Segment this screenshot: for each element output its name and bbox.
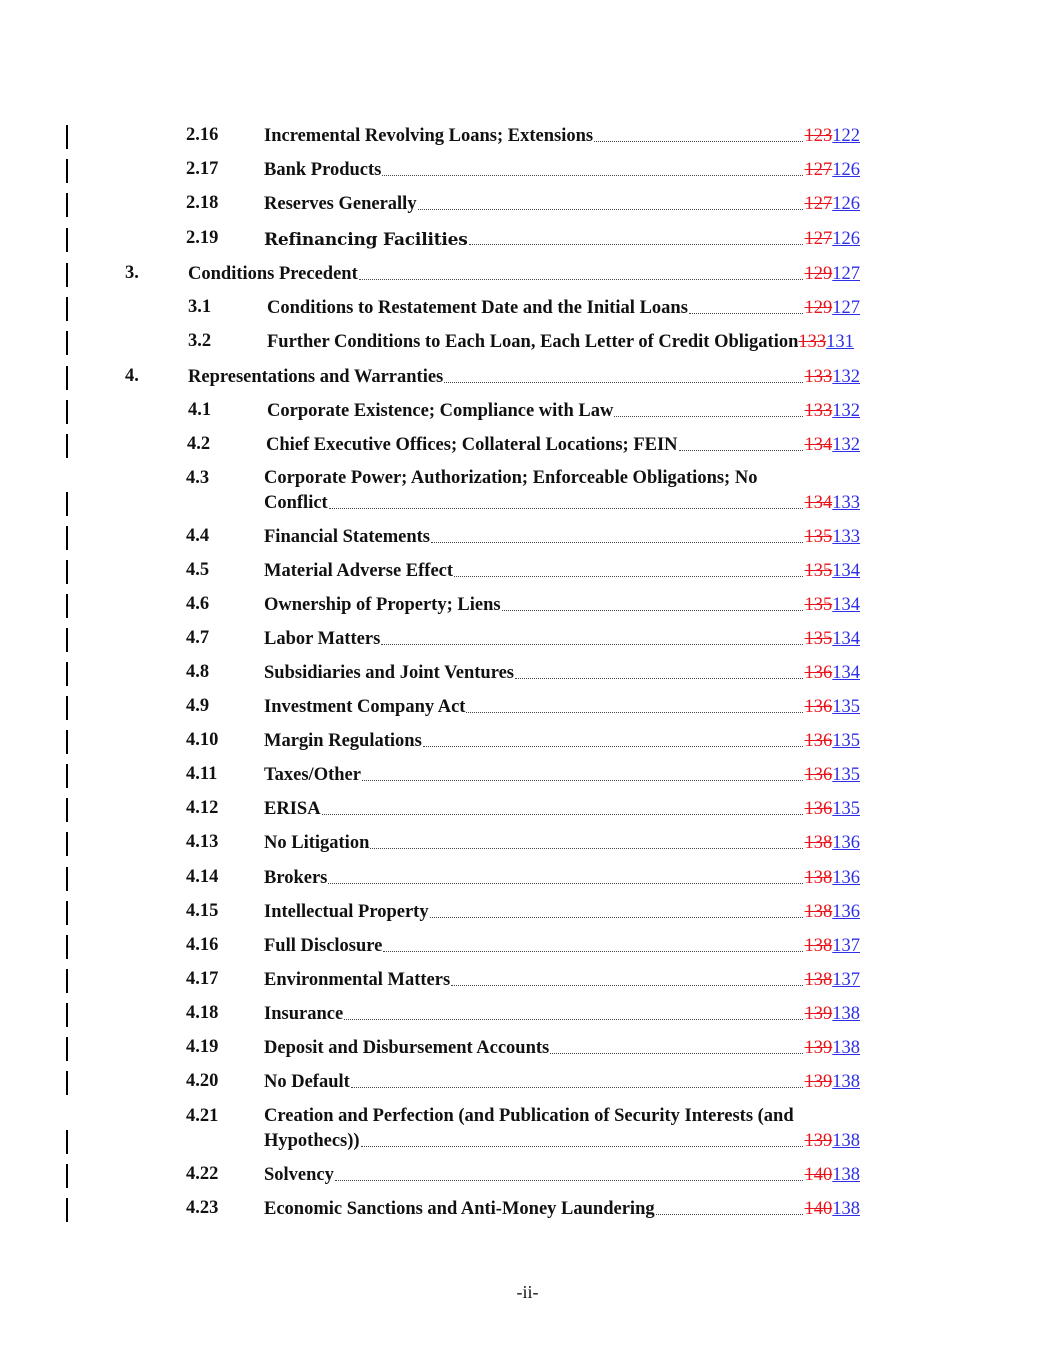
section-title-first-line: Corporate Power; Authorization; Enforceable Obligations; No: [264, 468, 758, 488]
section-number: 4.9: [186, 696, 210, 716]
title-line: [264, 1037, 860, 1059]
inserted-page-number[interactable]: 138: [832, 1004, 860, 1024]
section-title: Subsidiaries and Joint Ventures: [264, 663, 515, 683]
page-reference[interactable]: [805, 1131, 861, 1152]
deleted-page-number: 134: [804, 435, 833, 455]
toc-entry[interactable]: [0, 764, 1055, 788]
page-reference[interactable]: [805, 401, 861, 422]
deleted-page-number: 135: [804, 629, 833, 649]
change-bar: [66, 526, 68, 550]
inserted-page-number[interactable]: 137: [832, 936, 860, 956]
page-reference[interactable]: [805, 435, 861, 456]
page-reference[interactable]: [805, 229, 861, 250]
section-title: Corporate Existence; Compliance with Law: [267, 401, 614, 421]
deleted-page-number: 136: [804, 799, 833, 819]
section-title: Ownership of Property; Liens: [264, 595, 501, 615]
change-bar: [66, 935, 68, 959]
section-title: Bank Products: [264, 160, 382, 180]
page-reference[interactable]: [805, 902, 861, 923]
change-bar: [66, 331, 68, 355]
section-number: 4.1: [188, 400, 212, 420]
section-number: 4.: [125, 366, 139, 386]
change-bar: [66, 1037, 68, 1061]
section-title: Intellectual Property: [264, 902, 429, 922]
page-reference[interactable]: [805, 1072, 861, 1093]
dot-leader: [431, 542, 803, 543]
toc-entry[interactable]: [0, 798, 1055, 822]
dot-leader: [362, 780, 803, 781]
section-title: Conflict: [264, 493, 328, 513]
title-line: [267, 400, 860, 422]
toc-entry[interactable]: [0, 263, 1055, 287]
title-line: [264, 159, 860, 181]
toc-entry[interactable]: [0, 1164, 1055, 1188]
section-title: Conditions to Restatement Date and the Initial Loans: [267, 298, 688, 318]
change-bar: [66, 297, 68, 321]
dot-leader: [550, 1053, 802, 1054]
inserted-page-number[interactable]: 133: [832, 493, 860, 513]
section-number: 4.2: [187, 434, 211, 454]
deleted-page-number: 139: [804, 1038, 833, 1058]
dot-leader: [444, 382, 802, 383]
change-bar: [66, 1071, 68, 1095]
section-title: Deposit and Disbursement Accounts: [264, 1038, 550, 1058]
section-title: Solvency: [264, 1165, 334, 1185]
section-number: 4.7: [186, 628, 210, 648]
title-line: [264, 867, 860, 889]
title-line: [264, 1198, 860, 1220]
section-number: 4.10: [186, 730, 219, 750]
dot-leader: [381, 644, 802, 645]
title-line: [264, 228, 860, 250]
toc-entry[interactable]: [0, 468, 1055, 516]
change-bar: [66, 125, 68, 149]
dot-leader: [679, 450, 803, 451]
change-bar: [66, 832, 68, 856]
inserted-page-number[interactable]: 135: [832, 799, 860, 819]
section-number: 4.23: [186, 1198, 219, 1218]
inserted-page-number[interactable]: 135: [832, 697, 860, 717]
toc-entry[interactable]: [0, 935, 1055, 959]
section-number: 4.19: [186, 1037, 219, 1057]
inserted-page-number[interactable]: 133: [832, 527, 860, 547]
toc-entry[interactable]: [0, 901, 1055, 925]
toc-entry[interactable]: [0, 1071, 1055, 1095]
page-reference[interactable]: [805, 1004, 861, 1025]
section-number: 4.3: [186, 468, 210, 488]
deleted-page-number: 134: [804, 493, 833, 513]
deleted-page-number: 136: [804, 731, 833, 751]
page-reference[interactable]: [805, 264, 861, 285]
page-reference[interactable]: [805, 367, 861, 388]
inserted-page-number[interactable]: 134: [832, 561, 860, 581]
change-bar: [66, 662, 68, 686]
inserted-page-number[interactable]: 136: [832, 833, 860, 853]
title-line: [264, 969, 860, 991]
inserted-page-number[interactable]: 135: [832, 731, 860, 751]
section-number: 4.6: [186, 594, 210, 614]
title-line: [188, 263, 860, 285]
section-title: Material Adverse Effect: [264, 561, 454, 581]
toc-entry[interactable]: [0, 526, 1055, 550]
section-number: 4.11: [186, 764, 218, 784]
title-line: [264, 193, 860, 215]
section-title-first-line: Creation and Perfection (and Publication of Security Interests (and: [264, 1106, 794, 1126]
dot-leader: [322, 814, 803, 815]
change-bar: [66, 1003, 68, 1027]
section-title: Conditions Precedent: [188, 264, 358, 284]
deleted-page-number: 135: [804, 527, 833, 547]
title-line: [267, 297, 860, 319]
change-bar: [66, 798, 68, 822]
dot-leader: [423, 746, 803, 747]
dot-leader: [359, 279, 803, 280]
change-bar: [66, 193, 68, 217]
toc-entry[interactable]: [0, 434, 1055, 458]
inserted-page-number[interactable]: 122: [832, 126, 860, 146]
section-title: Margin Regulations: [264, 731, 422, 751]
dot-leader: [515, 678, 802, 679]
section-number: 4.14: [186, 867, 219, 887]
deleted-page-number: 127: [804, 229, 833, 249]
deleted-page-number: 138: [804, 868, 833, 888]
section-number: 2.18: [186, 193, 219, 213]
change-bar: [66, 492, 68, 516]
title-line: [264, 1130, 860, 1152]
change-bar: [66, 560, 68, 584]
change-bar: [66, 628, 68, 652]
section-title: No Default: [264, 1072, 350, 1092]
title-line: [264, 1003, 860, 1025]
deleted-page-number: 136: [804, 765, 833, 785]
title-line: [264, 125, 860, 147]
toc-entry[interactable]: [0, 159, 1055, 183]
section-number: 4.12: [186, 798, 219, 818]
dot-leader: [430, 917, 803, 918]
change-bar: [66, 901, 68, 925]
deleted-page-number: 133: [804, 367, 833, 387]
dot-leader: [502, 610, 803, 611]
section-title: Taxes/Other: [264, 765, 361, 785]
inserted-page-number[interactable]: 138: [832, 1038, 860, 1058]
deleted-page-number: 135: [804, 595, 833, 615]
title-line: [264, 764, 860, 786]
title-line: [264, 1164, 860, 1186]
change-bar: [66, 1130, 68, 1154]
toc-entry[interactable]: [0, 560, 1055, 584]
change-bar: [66, 1164, 68, 1188]
title-line: [264, 628, 860, 650]
dot-leader: [361, 1146, 803, 1147]
section-title: Environmental Matters: [264, 970, 451, 990]
toc-entry[interactable]: [0, 1198, 1055, 1222]
deleted-page-number: 135: [804, 561, 833, 581]
section-number: 3.1: [188, 297, 212, 317]
inserted-page-number[interactable]: 132: [832, 367, 860, 387]
change-bar: [66, 434, 68, 458]
toc-entry[interactable]: [0, 1037, 1055, 1061]
dot-leader: [370, 848, 802, 849]
inserted-page-number[interactable]: 126: [832, 160, 860, 180]
page-reference[interactable]: [805, 126, 861, 147]
deleted-page-number: 140: [804, 1165, 833, 1185]
inserted-page-number[interactable]: 138: [832, 1072, 860, 1092]
section-title: Chief Executive Offices; Collateral Locations; FEIN: [266, 435, 678, 455]
dot-leader: [614, 416, 802, 417]
toc-entry[interactable]: [0, 832, 1055, 856]
inserted-page-number[interactable]: 134: [832, 663, 860, 683]
toc-entry[interactable]: [0, 867, 1055, 891]
page-reference[interactable]: [805, 1038, 861, 1059]
title-line: [264, 730, 860, 752]
section-number: 4.13: [186, 832, 219, 852]
dot-leader: [418, 209, 803, 210]
section-number: 4.4: [186, 526, 210, 546]
change-bar: [66, 764, 68, 788]
page-reference[interactable]: [805, 298, 861, 319]
change-bar: [66, 867, 68, 891]
section-title: Reserves Generally: [264, 194, 417, 214]
title-line: [264, 798, 860, 820]
deleted-page-number: 127: [804, 194, 833, 214]
deleted-page-number: 127: [804, 160, 833, 180]
deleted-page-number: 133: [798, 332, 827, 352]
deleted-page-number: 129: [804, 298, 833, 318]
page-reference[interactable]: [805, 561, 861, 582]
toc-entry[interactable]: [0, 730, 1055, 754]
dot-leader: [344, 1019, 802, 1020]
deleted-page-number: 138: [804, 936, 833, 956]
inserted-page-number[interactable]: 138: [832, 1165, 860, 1185]
dot-leader: [594, 141, 802, 142]
section-number: 4.5: [186, 560, 210, 580]
section-title: Representations and Warranties: [188, 367, 444, 387]
page-reference[interactable]: [805, 663, 861, 684]
dot-leader: [689, 313, 803, 314]
section-title: Hypothecs)): [264, 1131, 360, 1151]
title-line: [264, 696, 860, 718]
section-number: 4.16: [186, 935, 219, 955]
page-reference[interactable]: [805, 765, 861, 786]
inserted-page-number[interactable]: 134: [832, 629, 860, 649]
section-number: 4.18: [186, 1003, 219, 1023]
title-line: [264, 662, 860, 684]
section-title: Labor Matters: [264, 629, 381, 649]
page-reference[interactable]: [805, 1165, 861, 1186]
page-reference[interactable]: [805, 1199, 861, 1220]
page-reference[interactable]: [805, 697, 861, 718]
change-bar: [66, 159, 68, 183]
section-number: 2.17: [186, 159, 219, 179]
page-reference[interactable]: [805, 493, 861, 514]
page-footer: [0, 1282, 1055, 1303]
toc-entry[interactable]: [0, 1106, 1055, 1154]
toc-entry[interactable]: [0, 193, 1055, 217]
page-reference[interactable]: [805, 868, 861, 889]
inserted-page-number[interactable]: 126: [832, 194, 860, 214]
section-title: Economic Sanctions and Anti-Money Laundering: [264, 1199, 655, 1219]
change-bar: [66, 366, 68, 390]
page-reference[interactable]: [805, 595, 861, 616]
page-reference[interactable]: [805, 194, 861, 215]
title-line: [264, 935, 860, 957]
section-number: 3.: [125, 263, 139, 283]
page-reference[interactable]: [805, 629, 861, 650]
inserted-page-number[interactable]: 136: [832, 868, 860, 888]
toc-entry[interactable]: [0, 125, 1055, 149]
toc-entry[interactable]: [0, 400, 1055, 424]
dot-leader: [335, 1180, 803, 1181]
dot-leader: [383, 951, 802, 952]
inserted-page-number[interactable]: 132: [832, 435, 860, 455]
dot-leader: [454, 576, 802, 577]
inserted-page-number[interactable]: 137: [832, 970, 860, 990]
section-title: Insurance: [264, 1004, 344, 1024]
section-title: Brokers: [264, 868, 328, 888]
inserted-page-number[interactable]: 126: [832, 229, 860, 249]
section-number: 2.19: [186, 228, 219, 248]
dot-leader: [329, 508, 803, 509]
toc-entry[interactable]: [0, 628, 1055, 652]
change-bar: [66, 263, 68, 287]
deleted-page-number: 136: [804, 663, 833, 683]
title-line: [264, 560, 860, 582]
page-number-label: -ii-: [516, 1282, 539, 1302]
toc-entry[interactable]: [0, 662, 1055, 686]
page-reference[interactable]: [805, 799, 861, 820]
inserted-page-number[interactable]: 135: [832, 765, 860, 785]
deleted-page-number: 139: [804, 1004, 833, 1024]
toc-entry[interactable]: [0, 331, 1055, 355]
title-line: [264, 1071, 860, 1093]
toc-entry[interactable]: [0, 228, 1055, 252]
title-line: [264, 594, 860, 616]
section-number: 4.22: [186, 1164, 219, 1184]
toc-entry[interactable]: [0, 594, 1055, 618]
deleted-page-number: 138: [804, 970, 833, 990]
change-bar: [66, 400, 68, 424]
page-reference[interactable]: [805, 833, 861, 854]
dot-leader: [382, 175, 802, 176]
section-title: Refinancing Facilities: [264, 230, 468, 250]
page-reference[interactable]: [805, 936, 861, 957]
change-bar: [66, 228, 68, 252]
section-title: Financial Statements: [264, 527, 430, 547]
page-reference[interactable]: [805, 160, 861, 181]
toc-entry[interactable]: [0, 366, 1055, 390]
section-title: No Litigation: [264, 833, 370, 853]
page-reference[interactable]: [805, 970, 861, 991]
deleted-page-number: 140: [804, 1199, 833, 1219]
title-line: [264, 526, 860, 548]
section-number: 4.17: [186, 969, 219, 989]
inserted-page-number[interactable]: 131: [826, 332, 854, 352]
deleted-page-number: 129: [804, 264, 833, 284]
deleted-page-number: 138: [804, 833, 833, 853]
change-bar: [66, 594, 68, 618]
deleted-page-number: 139: [804, 1072, 833, 1092]
dot-leader: [469, 244, 803, 245]
deleted-page-number: 136: [804, 697, 833, 717]
dot-leader: [351, 1087, 803, 1088]
section-number: 2.16: [186, 125, 219, 145]
section-number: 4.15: [186, 901, 219, 921]
section-title: Further Conditions to Each Loan, Each Letter of Credit Obligation: [267, 332, 799, 352]
page-reference[interactable]: [805, 527, 861, 548]
dot-leader: [466, 712, 802, 713]
dot-leader: [656, 1214, 803, 1215]
toc-entry[interactable]: [0, 696, 1055, 720]
section-title: ERISA: [264, 799, 321, 819]
toc-entry[interactable]: [0, 297, 1055, 321]
dot-leader: [451, 985, 802, 986]
deleted-page-number: 138: [804, 902, 833, 922]
inserted-page-number[interactable]: 134: [832, 595, 860, 615]
section-title: Investment Company Act: [264, 697, 466, 717]
title-line: [264, 832, 860, 854]
deleted-page-number: 123: [804, 126, 833, 146]
page-reference[interactable]: [805, 731, 861, 752]
inserted-page-number[interactable]: 127: [832, 264, 860, 284]
inserted-page-number[interactable]: 138: [832, 1199, 860, 1219]
inserted-page-number[interactable]: 132: [832, 401, 860, 421]
deleted-page-number: 139: [804, 1131, 833, 1151]
section-number: 4.20: [186, 1071, 219, 1091]
page-reference[interactable]: [798, 332, 854, 353]
section-title: Incremental Revolving Loans; Extensions: [264, 126, 594, 146]
section-number: 4.21: [186, 1106, 219, 1126]
change-bar: [66, 696, 68, 720]
change-bar: [66, 1198, 68, 1222]
section-number: 3.2: [188, 331, 212, 351]
toc-entry[interactable]: [0, 969, 1055, 993]
title-line: [264, 492, 860, 514]
dot-leader: [328, 883, 802, 884]
inserted-page-number[interactable]: 136: [832, 902, 860, 922]
section-number: 4.8: [186, 662, 210, 682]
change-bar: [66, 730, 68, 754]
section-title: Full Disclosure: [264, 936, 383, 956]
title-line: [188, 366, 860, 388]
title-line: [266, 434, 860, 456]
title-line: [267, 331, 860, 353]
title-line: [264, 901, 860, 923]
toc-entry[interactable]: [0, 1003, 1055, 1027]
inserted-page-number[interactable]: 127: [832, 298, 860, 318]
deleted-page-number: 133: [804, 401, 833, 421]
inserted-page-number[interactable]: 138: [832, 1131, 860, 1151]
change-bar: [66, 969, 68, 993]
